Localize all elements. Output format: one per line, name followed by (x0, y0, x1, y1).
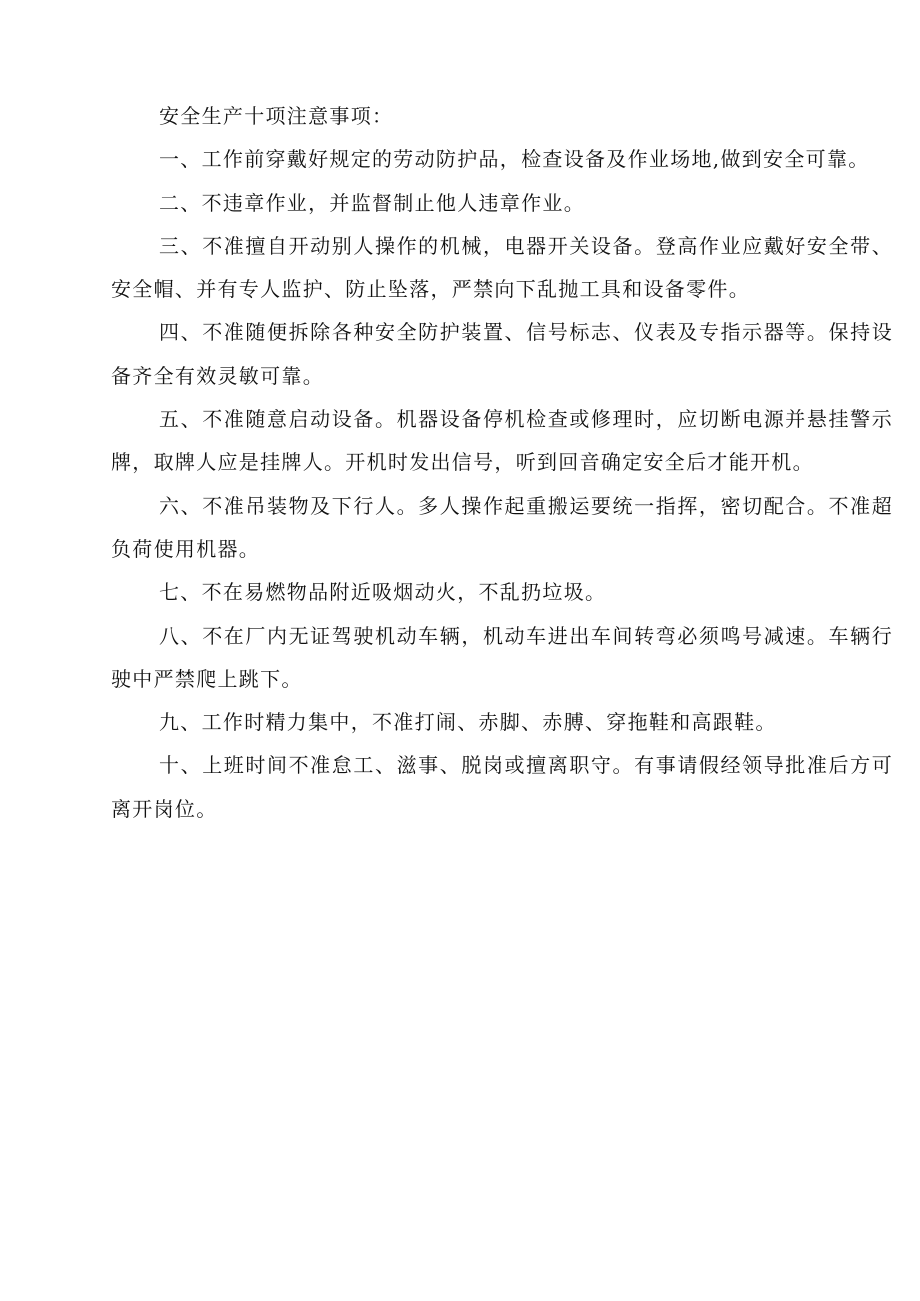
rule-item-2: 二、不违章作业，并监督制止他人违章作业。 (159, 190, 585, 215)
rule-item-5: 五、不准随意启动设备。机器设备停机检查或修理时，应切断电源并悬挂警示牌，取牌人应是挂牌人。开机时发出信号，听到回音确定安全后才能开机。 (111, 407, 893, 475)
rule-item-6: 六、不准吊装物及下行人。多人操作起重搬运要统一指挥，密切配合。不准超负荷使用机器。 (111, 493, 893, 561)
rule-item-3: 三、不准擅自开动别人操作的机械，电器开关设备。登高作业应戴好安全带、安全帽、并有专人监护、防止坠落，严禁向下乱抛工具和设备零件。 (111, 233, 893, 302)
rule-item-9: 九、工作时精力集中，不准打闹、赤脚、赤膊、穿拖鞋和高跟鞋。 (159, 710, 777, 735)
rule-item-10: 十、上班时间不准怠工、滋事、脱岗或擅离职守。有事请假经领导批准后方可离开岗位。 (111, 753, 893, 821)
rule-item-7: 七、不在易燃物品附近吸烟动火，不乱扔垃圾。 (159, 580, 607, 605)
rule-item-4: 四、不准随便拆除各种安全防护装置、信号标志、仪表及专指示器等。保持设备齐全有效灵敏可靠。 (111, 320, 893, 388)
document-body (111, 95, 893, 831)
rule-item-1: 一、工作前穿戴好规定的劳动防护品，检查设备及作业场地,做到安全可靠。 (159, 147, 870, 172)
rule-item-8: 八、不在厂内无证驾驶机动车辆，机动车进出车间转弯必须鸣号减速。车辆行驶中严禁爬上跳下。 (111, 623, 893, 691)
document-heading: 安全生产十项注意事项： (159, 104, 394, 128)
